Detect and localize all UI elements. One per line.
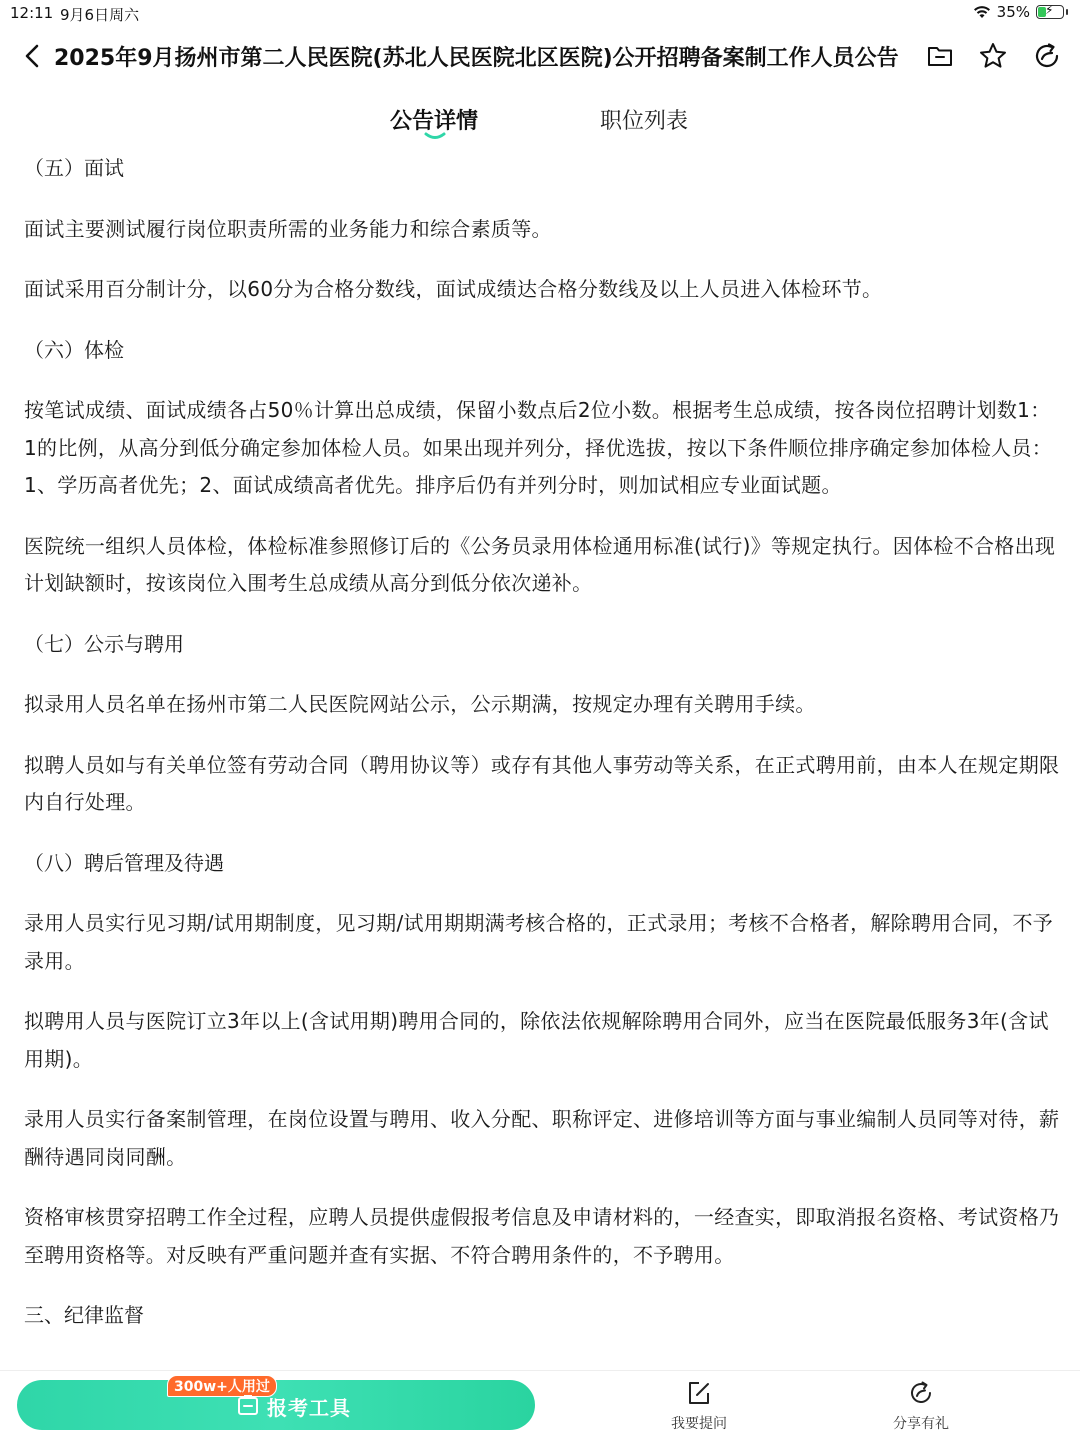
share-reward-label: 分享有礼 — [893, 1416, 949, 1432]
edit-icon — [685, 1379, 713, 1407]
paragraph: 医院统一组织人员体检，体检标准参照修订后的《公务员录用体检通用标准(试行)》等规定执行。因体检不合格出现计划缺额时，按该岗位入围考生总成绩从高分到低分依次递补。 — [24, 533, 1056, 595]
status-right — [973, 3, 1068, 21]
paragraph: 录用人员实行见习期/试用期制度，见习期/试用期期满考核合格的，正式录用；考核不合格者，解除聘用合同，不予录用。 — [24, 911, 1054, 973]
ask-question-label: 我要提问 — [671, 1416, 727, 1432]
section-heading-publicity-hiring: （七）公示与聘用 — [24, 631, 184, 656]
section-heading-discipline: 三、纪律监督 — [24, 1303, 144, 1327]
folder-icon — [924, 40, 956, 72]
ask-question-button[interactable] — [644, 1379, 754, 1439]
announcement-content[interactable] — [24, 150, 1060, 1365]
exam-tool-button[interactable] — [17, 1380, 535, 1430]
paragraph: 资格审核贯穿招聘工作全过程，应聘人员提供虚假报考信息及申请材料的，一经查实，即取消报名资格、考试资格乃至聘用资格等。对反映有严重问题并查有实据、不符合聘用条件的，不予聘用。 — [24, 1205, 1060, 1267]
section-heading-physical-exam: （六）体检 — [24, 337, 124, 362]
bottom-bar — [0, 1370, 1080, 1440]
share-icon — [907, 1379, 935, 1407]
status-time: 12:11 — [10, 4, 54, 22]
section-heading-interview: （五）面试 — [24, 156, 124, 180]
favorite-button[interactable] — [977, 40, 1009, 72]
paragraph: 拟聘用人员与医院订立3年以上(含试用期)聘用合同的，除依法依规解除聘用合同外，应当在医院最低服务3年(含试用期)。 — [24, 1009, 1049, 1071]
paragraph: 拟录用人员名单在扬州市第二人民医院网站公示，公示期满，按规定办理有关聘用手续。 — [24, 692, 816, 716]
paragraph: 面试采用百分制计分，以60分为合格分数线，面试成绩达合格分数线及以上人员进入体检环节。 — [24, 277, 883, 301]
share-button[interactable] — [1031, 40, 1063, 72]
wifi-icon — [973, 5, 991, 19]
nav-bar — [0, 30, 1080, 82]
usage-badge: 300w+人用过 — [167, 1375, 277, 1397]
section-heading-post-hire: （八）聘后管理及待遇 — [24, 850, 224, 875]
back-button[interactable] — [18, 40, 48, 72]
exam-tool-label: 报考工具 — [267, 1396, 351, 1420]
folder-button[interactable] — [924, 40, 956, 72]
share-reward-button[interactable] — [866, 1379, 976, 1439]
paragraph: 录用人员实行备案制管理，在岗位设置与聘用、收入分配、职称评定、进修培训等方面与事业编制人员同等对待，薪酬待遇同岗同酬。 — [24, 1107, 1060, 1169]
status-bar — [0, 0, 1080, 28]
battery-icon: ⚡ — [1036, 5, 1064, 19]
page-title: 2025年9月扬州市第二人民医院(苏北人民医院北区医院)公开招聘备案制工作人员公告 — [54, 46, 899, 71]
tab-bar — [0, 96, 1080, 146]
paragraph: 按笔试成绩、面试成绩各占50％计算出总成绩，保留小数点后2位小数。根据考生总成绩，按各岗位招聘计划数1：1的比例，从高分到低分确定参加体检人员。如果出现并列分，择优选拔，按以下条件顺位排序确定参加体检人员：1、学历高者优先；2、面试成绩高者优先。排序后仍有并列分时，则加试相应专业面试题。 — [24, 398, 1053, 497]
share-icon — [1031, 40, 1063, 72]
paragraph: 面试主要测试履行岗位职责所需的业务能力和综合素质等。 — [24, 216, 552, 241]
battery-percent: 35% — [996, 3, 1030, 21]
tab-active-indicator — [424, 132, 446, 140]
tab-position-list[interactable]: 职位列表 — [600, 109, 689, 134]
status-date: 9月6日周六 — [60, 6, 140, 24]
toolbox-icon — [237, 1394, 259, 1416]
tab-announcement-details[interactable]: 公告详情 — [390, 109, 479, 134]
chevron-left-icon — [18, 40, 48, 72]
star-icon — [977, 40, 1009, 72]
paragraph: 拟聘人员如与有关单位签有劳动合同（聘用协议等）或存有其他人事劳动等关系，在正式聘用前，由本人在规定期限内自行处理。 — [24, 752, 1060, 814]
